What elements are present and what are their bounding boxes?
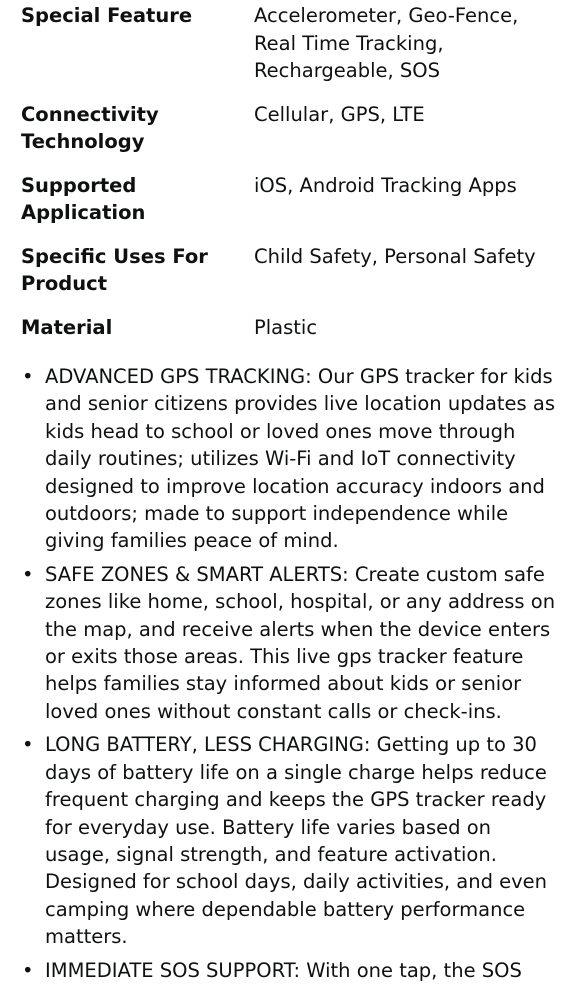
spec-row-specific-uses — [21, 243, 561, 298]
spec-value: Plastic — [254, 315, 318, 339]
spec-row-special-feature — [21, 2, 561, 85]
feature-bullet-list — [20, 363, 560, 990]
spec-value: Cellular, GPS, LTE — [254, 102, 425, 126]
spec-row-connectivity — [21, 101, 561, 156]
spec-label: Material — [21, 315, 113, 339]
feature-bullet-text: ADVANCED GPS TRACKING: Our GPS tracker for kids and senior citizens provides live location updates as kids head to school or loved ones move through daily routines; utilizes Wi-Fi and IoT connectivity designed to improve location accuracy indoors and outdoors; made to support independence while giving families peace of mind. — [45, 365, 556, 553]
feature-bullet — [20, 561, 560, 725]
bullet-dot-icon: • — [22, 958, 34, 982]
spec-label: Specific Uses For Product — [21, 244, 208, 295]
spec-value: Child Safety, Personal Safety — [254, 244, 536, 268]
feature-bullet-text: SAFE ZONES & SMART ALERTS: Create custom safe zones like home, school, hospital, or any address on the map, and receive alerts when the device enters or exits those areas. This live gps tracker feature helps families stay informed about kids or senior loved ones without constant calls or check-ins. — [45, 562, 556, 723]
spec-row-supported-application — [21, 172, 561, 227]
spec-label: Supported Application — [21, 173, 146, 224]
spec-label: Special Feature — [21, 4, 193, 27]
product-specs-table — [21, 2, 561, 357]
feature-bullet-text: IMMEDIATE SOS SUPPORT: With one tap, the SOS — [45, 958, 522, 982]
spec-value: iOS, Android Tracking Apps — [254, 173, 517, 197]
feature-bullet — [20, 363, 560, 555]
feature-bullet — [20, 957, 560, 984]
spec-row-material — [21, 314, 561, 342]
spec-label: Connectivity Technology — [21, 102, 159, 153]
feature-bullet-text: LONG BATTERY, LESS CHARGING: Getting up to 30 days of battery life on a single charge helps reduce frequent charging and keeps the GPS tracker ready for everyday use. Battery life varies based on usage, signal strength, and feature activation. Designed for school days, daily activities, and even camping where dependable battery performance matters. — [45, 733, 548, 949]
feature-bullet — [20, 731, 560, 950]
bullet-dot-icon: • — [22, 733, 34, 757]
spec-value: Accelerometer, Geo-Fence, Real Time Tracking, Rechargeable, SOS — [254, 4, 519, 82]
bullet-dot-icon: • — [22, 562, 34, 586]
bullet-dot-icon: • — [22, 365, 34, 388]
